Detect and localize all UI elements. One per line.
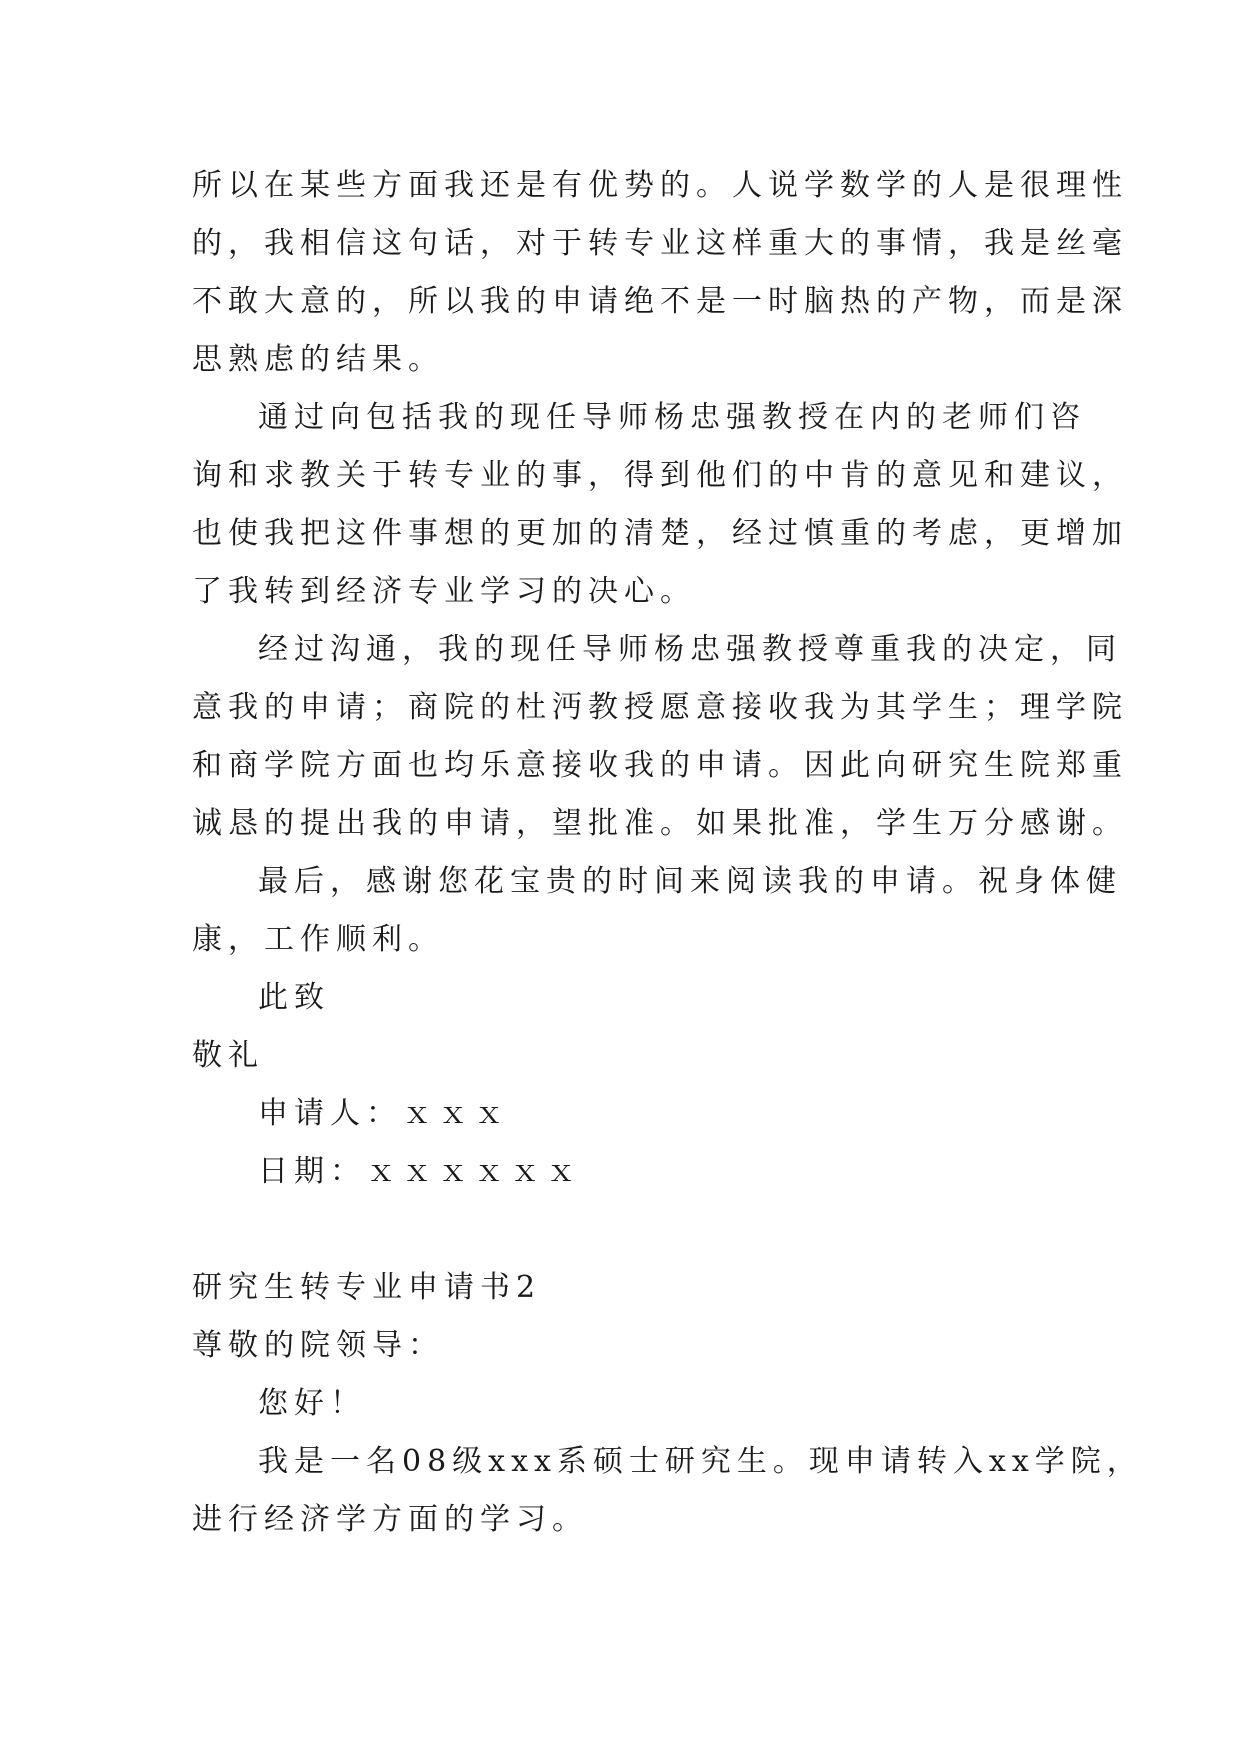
salutation-text: 敬礼	[192, 1038, 264, 1073]
closing-text: 此致	[258, 980, 330, 1015]
greeting-line: 尊敬的院领导：	[192, 1328, 444, 1363]
paragraph-line: 也使我把这件事想的更加的清楚，经过慎重的考虑，更增加	[192, 516, 1128, 551]
paragraph-line: 所以在某些方面我还是有优势的。人说学数学的人是很理性	[192, 168, 1128, 203]
paragraph-line: 了我转到经济专业学习的决心。	[192, 574, 696, 609]
paragraph-line: 我是一名08级xxx系硕士研究生。现申请转入xx学院，	[258, 1444, 1143, 1479]
paragraph-line: 经过沟通，我的现任导师杨忠强教授尊重我的决定，同	[258, 632, 1122, 667]
paragraph-line: 诚恳的提出我的申请，望批准。如果批准，学生万分感谢。	[192, 806, 1128, 841]
paragraph-line: 通过向包括我的现任导师杨忠强教授在内的老师们咨	[258, 400, 1086, 435]
paragraph-line: 的，我相信这句话，对于转专业这样重大的事情，我是丝毫	[192, 226, 1128, 261]
paragraph-line: 最后，感谢您花宝贵的时间来阅读我的申请。祝身体健	[258, 864, 1122, 899]
paragraph-line: 意我的申请；商院的杜沔教授愿意接收我为其学生；理学院	[192, 690, 1128, 725]
paragraph-line: 康，工作顺利。	[192, 922, 444, 957]
paragraph-line: 思熟虑的结果。	[192, 342, 444, 377]
hello-line: 您好！	[258, 1386, 366, 1421]
section-title: 研究生转专业申请书2	[192, 1270, 542, 1305]
paragraph-line: 和商学院方面也均乐意接收我的申请。因此向研究生院郑重	[192, 748, 1128, 783]
paragraph-line: 进行经济学方面的学习。	[192, 1502, 588, 1537]
applicant-line: 申请人：ｘｘｘ	[258, 1096, 510, 1131]
paragraph-line: 询和求教关于转专业的事，得到他们的中肯的意见和建议，	[192, 458, 1128, 493]
paragraph-line: 不敢大意的，所以我的申请绝不是一时脑热的产物，而是深	[192, 284, 1128, 319]
date-line: 日期：ｘｘｘｘｘｘ	[258, 1154, 582, 1189]
